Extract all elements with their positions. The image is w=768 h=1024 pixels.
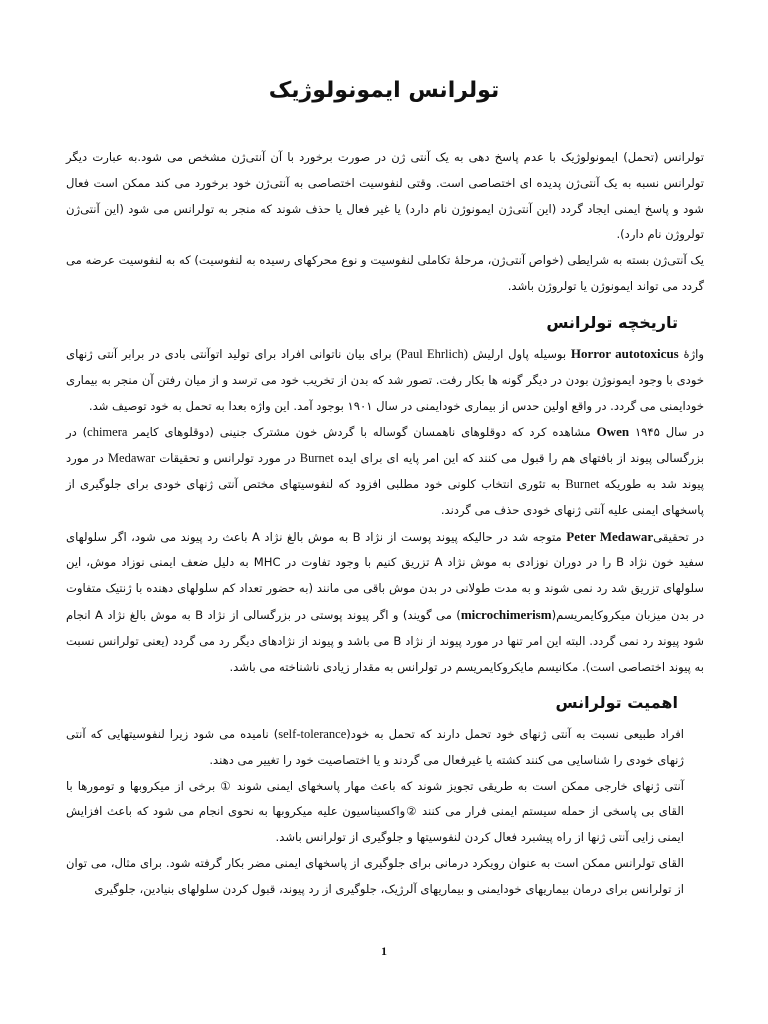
term-microchimerism: microchimerism <box>460 606 552 622</box>
text-run: بوسیله پاول ارلیش <box>472 347 567 361</box>
text-run: در مورد پیوند شد به طوریکه <box>66 451 704 491</box>
intro-paragraph: یک آنتی‌ژن بسته به شرایطی (خواص آنتی‌ژن، مرحلهٔ تکاملی لنفوسیت و نوع محرکهای رسیده به لنفوسیت) که به لنفوسیت عرضه می گردد می تواند ایمونوژن یا تولروژن باشد. <box>66 253 704 293</box>
text-run: ) در بزرگسالی پیوند از بافتهای هم را قبول می کنند که این امر پایه ای برای ایده <box>66 425 705 466</box>
importance-paragraph <box>66 722 684 774</box>
page-number: 1 <box>381 944 387 958</box>
text-run: در تحقیقی <box>653 529 704 544</box>
text-run: واژهٔ <box>683 347 704 361</box>
document-title: تولرانس ایمونولوژیک <box>268 78 500 103</box>
text-run: متوجه شد در حالیکه پیوند پوست از نژاد B به موش بالغ نژاد A باعث رد پیوند می شود، اگر سلولهای سفید خون نژاد B را در دوران نوزادی به موش نژاد A تزریق کنیم با وجود تفاوت در MHC به دلیل ضعف ایمنی نوزاد موش، این سلولهای تزریق شد رد نمی شوند و به مدت طولانی در بدن موش باقی می مانند (به حضور تعداد کم سلولهای دهنده با ژنتیک متفاوت در بدن میزبان میکروکایمریسم( <box>66 529 704 622</box>
text-run: در مورد تولرانس و تحقیقات <box>159 451 296 466</box>
text-run: ) می گویند) و اگر پیوند پوستی در بزرگسالی از نژاد B به موش بالغ نژاد A انجام شود پیوند رد نمی گردد. البته این امر تنها در مورد پیوند از نژاد B می باشد و پیوند از نژادهای دیگر رد می گردد (یعنی تولرانس نسبت به پیوند اختصاصی است). مکانیسم مایکروکایمریسم در تولرانس به مقدار زیادی ناشناخته می باشد. <box>66 607 704 674</box>
term-peter-medawar: Peter Medawar <box>566 528 654 544</box>
importance-section <box>66 722 684 903</box>
term-burnet: Burnet <box>565 476 600 491</box>
text-run: برای بیان ناتوانی افراد برای تولید اتوآنتی بادی در برابر آنتی ژنهای خودی با وجود ایمونوژن بودن در دیگر گونه ها بکار رفت. تصور شد که بدن از تخریب خود می ترسد و از میان رفتن آن منجر به بیماری خودایمنی می گردد. در واقع اولین حدس از بیماری خودایمنی در سال ۱۹۰۱ بوجود آمد. این واژه بعدا به تحمل به خود توصیف شد. <box>66 347 704 413</box>
text-run: افراد طبیعی نسبت به آنتی ژنهای خود تحمل دارند که تحمل به خود( <box>346 727 684 741</box>
intro-section <box>66 145 704 300</box>
term-burnet: Burnet <box>299 451 334 466</box>
history-heading: تاریخچه تولرانس <box>546 313 678 332</box>
importance-heading: اهمیت تولرانس <box>555 693 678 712</box>
text-run: ) نامیده می شود زیرا لنفوسیتهایی که آنتی ژنهای خودی را شناسایی می کنند کشته یا غیرفعال می گردند و یا اختصاصیت خود را تغییر می دهند. <box>66 727 684 767</box>
term-horror-autotoxicus: Horror autotoxicus <box>570 346 679 361</box>
history-paragraph <box>66 524 704 681</box>
history-paragraph <box>66 341 704 419</box>
importance-paragraph: آنتی ژنهای خارجی ممکن است به طریقی تجویز شوند که باعث مهار پاسخهای ایمنی شوند ① برخی از میکروبها و تومورها با القای بی پاسخی از حمله سیستم ایمنی فرار می کنند ②واکسیناسیون علیه میکروبها به نحوی انجام می شود که باعث افزایش ایمنی زایی آنتی ژنها از راه پیشبرد فعال کردن لنفوسیتها و جلوگیری از تولرانس باشد. <box>66 778 684 845</box>
term-owen: Owen <box>596 424 630 440</box>
intro-paragraph: تولرانس (تحمل) ایمونولوژیک با عدم پاسخ دهی به یک آنتی ژن در صورت برخورد با آن آنتی‌ژن مشخص می شود.به عبارت دیگر تولرانس نسبه به یک آنتی‌ژن پدیده ای اختصاصی است. وقتی لنفوسیت اختصاصی به آنتی‌ژن خود برخورد می کند ممکن است فعال شود و پاسخ ایمنی ایجاد گردد (این آنتی‌ژن ایمونوژن نام دارد) یا غیر فعال یا حذف شوند که منجر به تولرانس می شود (این آنتی‌ژن تولروژن نام دارد). <box>66 150 704 242</box>
term-medawar: Medawar <box>107 451 156 466</box>
term-self-tolerance: self-tolerance <box>278 727 347 741</box>
text-run: مشاهده کرد که دوقلوهای ناهمسان گوساله با گردش خون مشترک جنینی (دوقلوهای کایمر <box>133 425 591 440</box>
term-paul-ehrlich: (Paul Ehrlich) <box>396 347 468 361</box>
text-run: به تئوری انتخاب کلونی خود مطلبی افزود که لنفوسیتهای مختص آنتی ژنهای خودی برای جلوگیری از پاسخهای ایمنی علیه آنتی ژنهای خودی حذف می گردند. <box>66 476 704 517</box>
term-chimera: chimera <box>87 425 128 440</box>
history-section <box>66 341 704 680</box>
history-paragraph <box>66 419 704 523</box>
importance-paragraph: القای تولرانس ممکن است به عنوان رویکرد درمانی برای جلوگیری از پاسخهای ایمنی مضر بکار گرفته شود. برای مثال، می توان از تولرانس برای درمان بیماریهای خودایمنی و بیماریهای آلرژیک، جلوگیری از رد پیوند، قبول کردن سلولهای بنیادین، جلوگیری <box>66 855 684 896</box>
text-run: در سال ۱۹۴۵ <box>634 425 705 440</box>
